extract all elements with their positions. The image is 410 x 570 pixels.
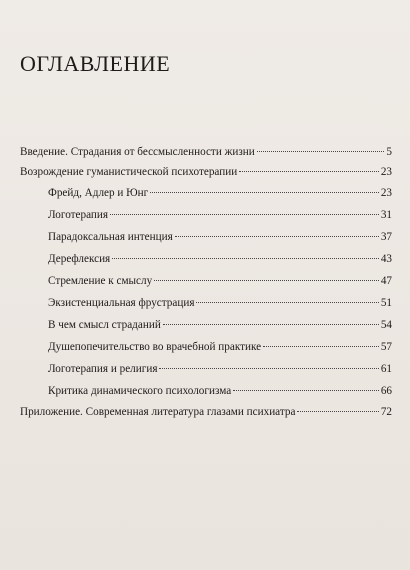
toc-leader-dots [175, 236, 379, 237]
toc-entry [48, 340, 392, 354]
toc-entry [48, 362, 392, 376]
toc-entry-label: Душепопечительство во врачебной практике [48, 341, 262, 353]
toc-leader-dots [263, 346, 379, 347]
toc-entry-label: Экзистенциальная фрустрация [48, 297, 195, 309]
toc-entry [48, 296, 392, 310]
toc-entry [20, 165, 392, 179]
toc-leader-dots [154, 280, 379, 281]
toc-entry [48, 252, 392, 266]
toc-entry-label: Критика динамического психологизма [48, 385, 232, 397]
toc-entry-page: 43 [380, 253, 392, 265]
toc-leader-dots [233, 390, 379, 391]
toc-entry-page: 47 [380, 275, 392, 287]
toc-entry [48, 274, 392, 288]
toc-entry-page: 72 [380, 406, 392, 418]
toc-entry [48, 384, 392, 398]
toc-entry-label: Логотерапия [48, 209, 109, 221]
page-title: ОГЛАВЛЕНИЕ [20, 50, 171, 76]
toc-entry-label: Фрейд, Адлер и Юнг [48, 187, 149, 199]
toc-leader-dots [110, 214, 379, 215]
toc-leader-dots [163, 324, 379, 325]
toc-entry [48, 318, 392, 332]
toc-leader-dots [239, 171, 379, 172]
toc-entry-label: В чем смысл страданий [48, 319, 161, 331]
toc-entry [20, 145, 392, 159]
toc-leader-dots [257, 151, 385, 152]
toc-leader-dots [112, 258, 379, 259]
toc-entry [20, 405, 392, 419]
toc-entry-label: Введение. Страдания от бессмысленности жизни [20, 146, 255, 158]
toc-entry-page: 23 [380, 187, 392, 199]
toc-entry-page: 37 [380, 231, 392, 243]
toc-entry-label: Стремление к смыслу [48, 275, 153, 287]
toc-leader-dots [196, 302, 378, 303]
toc-entry-page: 51 [380, 297, 392, 309]
toc-entry-label: Приложение. Современная литература глазами психиатра [20, 406, 296, 418]
toc-entry-page: 31 [380, 209, 392, 221]
toc-entry-label: Дерефлексия [48, 253, 111, 265]
toc-entry-label: Парадоксальная интенция [48, 231, 173, 243]
toc-leader-dots [297, 411, 378, 412]
toc-entry [48, 186, 392, 200]
toc-entry-page: 61 [380, 363, 392, 375]
toc-entry-page: 54 [380, 319, 392, 331]
toc-leader-dots [159, 368, 378, 369]
toc-entry-page: 5 [386, 146, 392, 158]
toc-entry-label: Логотерапия и религия [48, 363, 158, 375]
bleed-through-text [150, 425, 320, 478]
toc-entry [48, 230, 392, 244]
toc-entry-page: 57 [380, 341, 392, 353]
toc-entry-label: Возрождение гуманистической психотерапии [20, 166, 238, 178]
toc-entry-page: 66 [380, 385, 392, 397]
toc-entry-page: 23 [380, 166, 392, 178]
toc-entry [48, 208, 392, 222]
toc-leader-dots [150, 192, 379, 193]
